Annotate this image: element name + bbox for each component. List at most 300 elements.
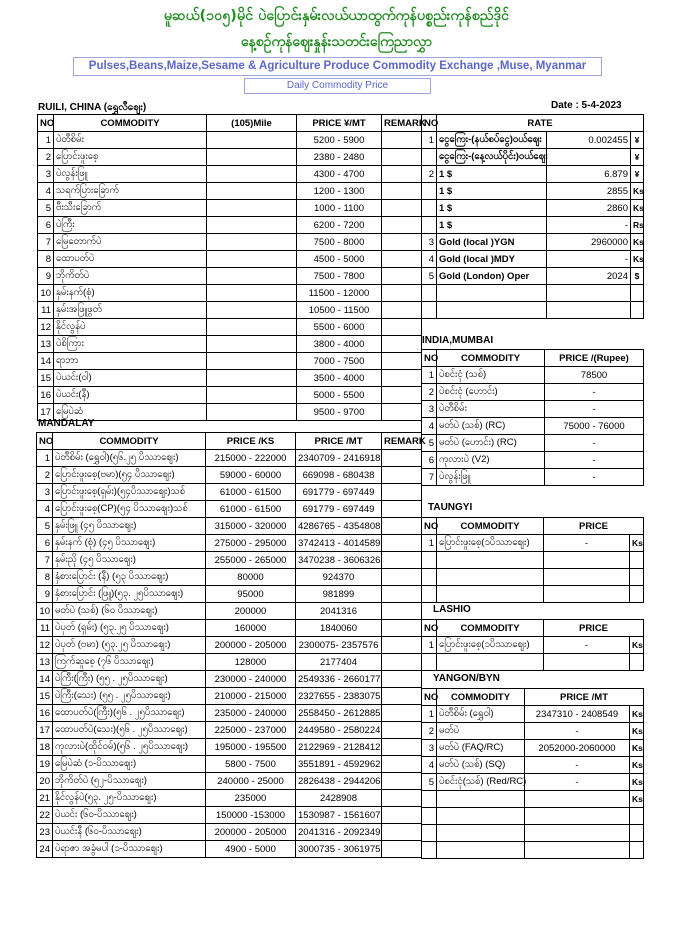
column-header: NO [422, 689, 437, 706]
empty-row [422, 586, 644, 603]
commodity-name: နိုင်လွန်ပဲ(၅၃. ၂၅-ပိဿာဈေး) [53, 790, 206, 807]
currency-unit: ¥ [631, 132, 644, 149]
ruili-header-row [38, 115, 422, 132]
price-value: - [525, 757, 630, 774]
row-number: 4 [38, 183, 54, 200]
commodity-name: နိုင်လွန်ပဲ [54, 319, 207, 336]
rate-name: Gold (London) Oper [437, 268, 547, 285]
mile-price [207, 336, 297, 353]
currency-unit: ¥ [631, 166, 644, 183]
column-header: NO [422, 115, 437, 132]
commodity-name: နှမ်းအဖြူဖွတ် [54, 302, 207, 319]
commodity-name: မြေပဲဆံ [54, 404, 207, 421]
commodity-name [437, 791, 525, 808]
rate-name: 1 $ [437, 183, 547, 200]
row-number: 2 [422, 384, 437, 401]
column-header: NO [422, 518, 437, 535]
empty-cell [630, 552, 644, 569]
remark-cell [382, 319, 422, 336]
empty-cell [525, 842, 630, 859]
price-yuan: 4500 - 5000 [297, 251, 382, 268]
commodity-name: ပဲစင်းငုံ (ဟောင်း) [437, 384, 545, 401]
price-ks: 150000 -153000 [206, 807, 296, 824]
price-mt: 2449580 - 2580224 [296, 722, 382, 739]
mile-price [207, 302, 297, 319]
currency-unit: ¥ [631, 149, 644, 166]
table-row [37, 654, 422, 671]
empty-row [422, 842, 644, 859]
row-number: 5 [37, 518, 53, 535]
table-row [422, 251, 644, 268]
row-number [422, 285, 437, 302]
rate-value: 2860 [547, 200, 631, 217]
table-row [38, 183, 422, 200]
table-row [422, 791, 644, 808]
rate-name [437, 302, 547, 319]
row-number: 5 [38, 200, 54, 217]
india-table [421, 349, 644, 486]
row-number: 1 [422, 132, 437, 149]
currency-unit [631, 302, 644, 319]
column-header: NO [38, 115, 54, 132]
commodity-name: မတ်ပဲ (သစ်) (၆၀ ပိဿာဈေး) [53, 603, 206, 620]
column-header: (105)Mile [207, 115, 297, 132]
empty-cell [630, 569, 644, 586]
empty-cell [422, 825, 437, 842]
mile-price [207, 234, 297, 251]
price-mt: 691779 - 697449 [296, 501, 382, 518]
empty-cell [422, 569, 437, 586]
price-rupee: - [545, 435, 644, 452]
row-number: 15 [37, 688, 53, 705]
commodity-name: ပဲကြီး(ကြီး) (၅၅ . ၂၅ပိဿာဈေး) [53, 671, 206, 688]
price-yuan: 7500 - 8000 [297, 234, 382, 251]
remark-cell [382, 824, 422, 841]
table-row [37, 841, 422, 858]
currency-unit: Ks [630, 791, 644, 808]
rate-value [547, 302, 631, 319]
remark-cell [382, 336, 422, 353]
commodity-name: မတ်ပဲ (သစ်) (RC) [437, 418, 545, 435]
commodity-name: ပဲစင်းငုံ (သစ်) [437, 367, 545, 384]
table-row [37, 467, 422, 484]
table-row [37, 688, 422, 705]
row-number: 5 [422, 268, 437, 285]
column-header: NO [422, 620, 437, 637]
row-number: 5 [422, 774, 437, 791]
table-row [422, 384, 644, 401]
row-number: 18 [37, 739, 53, 756]
table-row [38, 132, 422, 149]
remark-cell [382, 132, 422, 149]
row-number: 2 [422, 166, 437, 183]
row-number: 14 [38, 353, 54, 370]
remark-cell [382, 200, 422, 217]
remark-cell [382, 535, 422, 552]
commodity-name: နှမ်းနက်(စုံ) [54, 285, 207, 302]
table-row [38, 387, 422, 404]
commodity-name: ဗီးသီးခြောက် [54, 200, 207, 217]
price-ks: 275000 - 295000 [206, 535, 296, 552]
column-header: REMARK [382, 433, 422, 450]
rate-name: ငွေကြေး-(နေ့လယ်ပိုင်း)ဝယ်ဈေး [437, 149, 547, 166]
empty-cell [422, 842, 437, 859]
row-number: 1 [422, 535, 437, 552]
row-number: 3 [422, 740, 437, 757]
table-row [37, 773, 422, 790]
remark-cell [382, 302, 422, 319]
empty-cell [437, 654, 544, 671]
rate-name: Gold (local )YGN [437, 234, 547, 251]
price-yuan: 5200 - 5900 [297, 132, 382, 149]
column-header: PRICE /MT [525, 689, 644, 706]
row-number: 4 [422, 757, 437, 774]
commodity-name: ပြောင်းဖူးစေ့ [54, 149, 207, 166]
column-header: NO [37, 433, 53, 450]
mile-price [207, 251, 297, 268]
commodity-name: ပဲလွန်းဖြူ [437, 469, 545, 486]
commodity-name: ပဲရာဇာ အခွံမပါ (၁-ပိဿာဈေး) [53, 841, 206, 858]
table-row [37, 705, 422, 722]
ruili-table [37, 114, 426, 421]
table-row [37, 450, 422, 467]
table-row [38, 200, 422, 217]
table-row [37, 552, 422, 569]
row-number [422, 149, 437, 166]
remark-cell [382, 671, 422, 688]
rate-value: 6.879 [547, 166, 631, 183]
remark-cell [382, 603, 422, 620]
row-number: 3 [37, 484, 53, 501]
row-number: 6 [38, 217, 54, 234]
price-ks: 4900 - 5000 [206, 841, 296, 858]
empty-cell [544, 569, 630, 586]
column-header: COMMODITY [54, 115, 207, 132]
price-yuan: 1000 - 1100 [297, 200, 382, 217]
price-ks: 240000 - 25000 [206, 773, 296, 790]
column-header: PRICE /KS [206, 433, 296, 450]
table-row [422, 217, 644, 234]
row-number: 17 [38, 404, 54, 421]
row-number: 15 [38, 370, 54, 387]
price-ks: 128000 [206, 654, 296, 671]
mile-price [207, 404, 297, 421]
price-ks: 255000 - 265000 [206, 552, 296, 569]
table-row [37, 671, 422, 688]
rate-name: ငွေကြေး-(နယ်စပ်ငွေ)ဝယ်ဈေး [437, 132, 547, 149]
row-number: 12 [38, 319, 54, 336]
currency-unit [631, 285, 644, 302]
price-rupee: - [545, 401, 644, 418]
table-row [422, 435, 644, 452]
table-row [37, 586, 422, 603]
table-row [38, 404, 422, 421]
table-row [422, 268, 644, 285]
commodity-name: ပြောင်းဖူးစေ့(CP)(၅၄ ပိဿာဈေး)သစ် [53, 501, 206, 518]
india-header-row [422, 350, 644, 367]
price-mt: 2327655 - 2383075 [296, 688, 382, 705]
price-ks: 5800 - 7500 [206, 756, 296, 773]
commodity-name: မြေတောက်ပဲ [54, 234, 207, 251]
row-number: 3 [422, 401, 437, 418]
commodity-name: မတ်ပဲ (ဟောင်း) (RC) [437, 435, 545, 452]
remark-cell [382, 518, 422, 535]
rate-name [437, 285, 547, 302]
table-row [422, 149, 644, 166]
remark-cell [382, 467, 422, 484]
table-row [38, 319, 422, 336]
remark-cell [382, 251, 422, 268]
price-value [525, 791, 630, 808]
remark-cell [382, 552, 422, 569]
commodity-name: ပဲပုတ် (ရှမ်း) (၅၃.၂၅ ပိဿာဈေး) [53, 620, 206, 637]
price-ks: 215000 - 222000 [206, 450, 296, 467]
row-number: 1 [37, 450, 53, 467]
rate-name: Gold (local )MDY [437, 251, 547, 268]
column-header: COMMODITY [53, 433, 206, 450]
row-number: 13 [38, 336, 54, 353]
mile-price [207, 166, 297, 183]
table-row [38, 285, 422, 302]
price-ks: 95000 [206, 586, 296, 603]
table-row [37, 569, 422, 586]
commodity-name: ရာဘာ [54, 353, 207, 370]
row-number: 1 [422, 706, 437, 723]
row-number [422, 183, 437, 200]
currency-unit: Ks [630, 774, 644, 791]
table-row [422, 132, 644, 149]
price-mt: 4286765 - 4354808 [296, 518, 382, 535]
price-ks: 61000 - 61500 [206, 501, 296, 518]
row-number: 4 [422, 418, 437, 435]
taungyi-header-row [422, 518, 644, 535]
currency-unit: Ks [631, 251, 644, 268]
commodity-name: ပဲယင်း(ဝါ) [54, 370, 207, 387]
row-number: 4 [37, 501, 53, 518]
price-ks: 195000 - 195500 [206, 739, 296, 756]
table-row [37, 535, 422, 552]
column-header: REMARK [382, 115, 422, 132]
remark-cell [382, 268, 422, 285]
column-header: RATE [437, 115, 644, 132]
remark-cell [382, 841, 422, 858]
table-row [38, 370, 422, 387]
commodity-name: ကြက်ဆူစေ့ (၇၆ ပိဿာဈေး) [53, 654, 206, 671]
row-number: 3 [422, 234, 437, 251]
price-mt: 2041316 - 2092349 [296, 824, 382, 841]
lashio-table [421, 619, 644, 671]
commodity-name: ထောပတ်ပဲ(သေး)(၅၆ . ၂၅ပိဿာဈေး) [53, 722, 206, 739]
remark-cell [382, 773, 422, 790]
commodity-name: မတ်ပဲ (သစ်) (SQ) [437, 757, 525, 774]
price-value: 2347310 - 2408549 [525, 706, 630, 723]
mandalay-title: MANDALAY [38, 418, 95, 429]
row-number [422, 791, 437, 808]
ruili-title: RUILI, CHINA (ရွှေလီဈေး) [38, 102, 147, 113]
row-number: 3 [38, 166, 54, 183]
table-row [422, 285, 644, 302]
table-row [422, 723, 644, 740]
remark-cell [382, 807, 422, 824]
row-number: 2 [38, 149, 54, 166]
row-number: 24 [37, 841, 53, 858]
commodity-name: ပဲကြီး [54, 217, 207, 234]
row-number: 17 [37, 722, 53, 739]
table-row [38, 336, 422, 353]
table-row [422, 706, 644, 723]
row-number: 7 [38, 234, 54, 251]
table-row [422, 452, 644, 469]
row-number: 5 [422, 435, 437, 452]
price-mt: 1840060 [296, 620, 382, 637]
price-ks: 200000 [206, 603, 296, 620]
empty-cell [437, 842, 525, 859]
mile-price [207, 268, 297, 285]
column-header: NO [422, 350, 437, 367]
price-rupee: 78500 [545, 367, 644, 384]
remark-cell [382, 620, 422, 637]
row-number: 1 [422, 367, 437, 384]
column-header: COMMODITY [437, 620, 544, 637]
header-title-line2: နေ့စဉ်ကုန်ဈေးနှုန်းသတင်းကြေညာလွှာ [240, 34, 433, 50]
row-number: 2 [37, 467, 53, 484]
row-number: 10 [37, 603, 53, 620]
commodity-name: နှမ်းညို (၄၅ ပိဿာဈေး) [53, 552, 206, 569]
row-number: 20 [37, 773, 53, 790]
row-number: 9 [37, 586, 53, 603]
taungyi-table [421, 517, 644, 603]
header-title-line1: မူဆယ်(၁၀၅)မိုင် ပဲပြောင်းနှမ်းလယ်ယာထွက်ကုန်ပစ္စည်းကုန်စည်ဒိုင် [163, 8, 510, 24]
table-row [422, 469, 644, 486]
price-mt: 691779 - 697449 [296, 484, 382, 501]
commodity-name: ပြောင်းဖူးစေ့(၁ပိဿာဈေး) [437, 637, 544, 654]
price-ks: 200000 - 205000 [206, 637, 296, 654]
table-row [37, 739, 422, 756]
empty-cell [422, 552, 437, 569]
mile-price [207, 285, 297, 302]
remark-cell [382, 166, 422, 183]
commodity-name: ထောပတ်ပဲ(ကြီး)(၅၆ . ၂၅ပိဿာဈေး) [53, 705, 206, 722]
row-number: 11 [37, 620, 53, 637]
price-yuan: 5500 - 6000 [297, 319, 382, 336]
commodity-name: မြေပဲဆံ (၁-ပိဿာဈေး) [53, 756, 206, 773]
rate-table [421, 114, 644, 319]
remark-cell [382, 739, 422, 756]
commodity-name: ကုလားပဲ (V2) [437, 452, 545, 469]
price-value: - [525, 774, 630, 791]
row-number: 6 [37, 535, 53, 552]
currency-unit: Ks [630, 757, 644, 774]
price-value: 2052000-2060000 [525, 740, 630, 757]
table-row [37, 790, 422, 807]
price-mt: 2549336 - 2660177 [296, 671, 382, 688]
commodity-name: ပဲတီစိမ်း (ရွှေဝါ)(၅၆.၂၅ ပိဿာဈေး) [53, 450, 206, 467]
price-yuan: 7500 - 7800 [297, 268, 382, 285]
empty-cell [525, 808, 630, 825]
price-mt: 2177404 [296, 654, 382, 671]
empty-cell [630, 586, 644, 603]
commodity-name: မတ်ပဲ [437, 723, 525, 740]
column-header: PRICE [544, 518, 644, 535]
commodity-name: ပဲယင်း (၆၀-ပိဿာဈေး) [53, 807, 206, 824]
price-mt: 2041316 [296, 603, 382, 620]
table-row [422, 200, 644, 217]
commodity-name: သရက်ပြားခြောက် [54, 183, 207, 200]
commodity-name: ပဲယင်းနီ (၆၀-ပိဿာဈေး) [53, 824, 206, 841]
table-row [38, 302, 422, 319]
currency-unit: $ [631, 268, 644, 285]
yangon-header-row [422, 689, 644, 706]
table-row [37, 807, 422, 824]
india-title: INDIA,MUMBAI [422, 335, 494, 346]
currency-unit: Ks [630, 637, 644, 654]
row-number: 13 [37, 654, 53, 671]
table-row [37, 518, 422, 535]
remark-cell [382, 586, 422, 603]
mile-price [207, 319, 297, 336]
price-yuan: 1200 - 1300 [297, 183, 382, 200]
remark-cell [382, 217, 422, 234]
row-number: 8 [38, 251, 54, 268]
lashio-header-row [422, 620, 644, 637]
remark-cell [382, 149, 422, 166]
row-number: 2 [422, 723, 437, 740]
rate-value [547, 285, 631, 302]
table-row [37, 620, 422, 637]
rate-value [547, 149, 631, 166]
price-ks: 225000 - 237000 [206, 722, 296, 739]
remark-cell [382, 569, 422, 586]
table-row [422, 774, 644, 791]
price-yuan: 4300 - 4700 [297, 166, 382, 183]
remark-cell [382, 370, 422, 387]
currency-unit: Ks [630, 706, 644, 723]
row-number: 12 [37, 637, 53, 654]
table-row [422, 234, 644, 251]
price-ks: 80000 [206, 569, 296, 586]
price-ks: 160000 [206, 620, 296, 637]
table-row [422, 757, 644, 774]
column-header: PRICE /MT [296, 433, 382, 450]
price-yuan: 9500 - 9700 [297, 404, 382, 421]
row-number: 19 [37, 756, 53, 773]
price-mt: 2558450 - 2612885 [296, 705, 382, 722]
rate-value: - [547, 251, 631, 268]
empty-row [422, 654, 644, 671]
currency-unit: Ks [631, 200, 644, 217]
price-rupee: - [545, 452, 644, 469]
empty-cell [422, 654, 437, 671]
remark-cell [382, 234, 422, 251]
row-number: 1 [422, 637, 437, 654]
table-row [38, 251, 422, 268]
table-row [422, 401, 644, 418]
table-row [38, 217, 422, 234]
exchange-name-banner: Pulses,Beans,Maize,Sesame & Agriculture Produce Commodity Exchange ,Muse, Myanmar [73, 57, 602, 76]
price-ks: 61000 - 61500 [206, 484, 296, 501]
table-row [422, 637, 644, 654]
row-number: 22 [37, 807, 53, 824]
empty-row [422, 552, 644, 569]
rate-value: 2855 [547, 183, 631, 200]
price-mt: 669098 - 680438 [296, 467, 382, 484]
mile-price [207, 217, 297, 234]
empty-cell [422, 586, 437, 603]
table-row [38, 268, 422, 285]
rate-name: 1 $ [437, 200, 547, 217]
remark-cell [382, 484, 422, 501]
price-mt: 2122969 - 2128412 [296, 739, 382, 756]
